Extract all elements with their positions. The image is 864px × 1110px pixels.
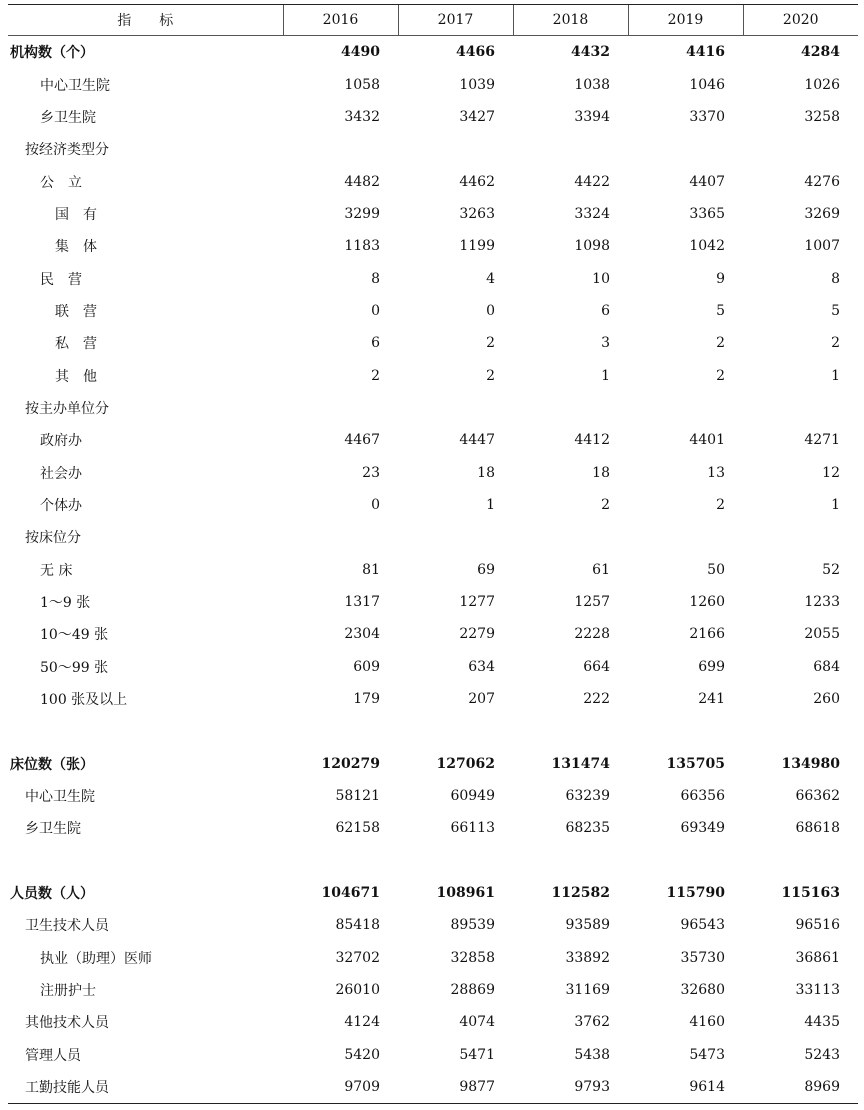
table-row — [8, 1006, 858, 1038]
table-cell: 5473 — [689, 1046, 725, 1063]
row-label: 公 立 — [40, 174, 82, 191]
table-cell: 62158 — [335, 820, 380, 837]
table-row — [8, 198, 858, 230]
table-cell: 115163 — [781, 885, 840, 902]
table-cell: 127062 — [436, 755, 495, 772]
table-cell: 33113 — [795, 982, 840, 999]
row-label: 社会办 — [40, 465, 82, 482]
table-cell: 112582 — [551, 885, 610, 902]
table-cell: 12 — [822, 464, 840, 481]
table-cell: 222 — [583, 691, 610, 708]
table-cell: 9793 — [513, 1071, 628, 1104]
header-year: 2019 — [628, 5, 743, 36]
table-cell: 32858 — [450, 949, 495, 966]
table-cell — [628, 521, 743, 553]
table-cell: 1260 — [689, 594, 725, 611]
table-cell: 6 — [371, 335, 380, 352]
row-label: 100 张及以上 — [40, 692, 128, 709]
table-cell: 96516 — [795, 917, 840, 934]
table-cell: 3269 — [804, 205, 840, 222]
table-cell: 2166 — [689, 626, 725, 643]
table-cell: 1039 — [459, 76, 495, 93]
row-label: 1～9 张 — [40, 595, 91, 612]
table-cell: 4276 — [804, 173, 840, 190]
table-cell: 135705 — [666, 755, 725, 772]
table-row — [8, 683, 858, 715]
row-label: 个体办 — [40, 497, 82, 514]
table-cell: 1046 — [689, 76, 725, 93]
table-cell: 26010 — [335, 982, 380, 999]
table-cell: 1 — [486, 496, 495, 513]
table-cell: 69349 — [680, 820, 725, 837]
table-row — [8, 877, 858, 909]
table-cell: 69 — [477, 561, 495, 578]
table-cell — [743, 521, 858, 553]
table-cell: 3365 — [689, 205, 725, 222]
table-row — [8, 262, 858, 294]
table-cell: 2228 — [574, 626, 610, 643]
table-cell: 89539 — [450, 917, 495, 934]
table-cell: 108961 — [436, 885, 495, 902]
row-label: 联 营 — [55, 303, 97, 320]
table-row — [8, 489, 858, 521]
table-cell: 1 — [831, 496, 840, 513]
table-row — [8, 521, 858, 553]
table-cell: 4466 — [456, 44, 495, 61]
table-row — [8, 230, 858, 262]
table-cell — [283, 133, 398, 165]
table-cell: 4447 — [459, 432, 495, 449]
table-cell: 3427 — [459, 108, 495, 125]
table-cell: 66113 — [450, 820, 495, 837]
table-row — [8, 68, 858, 100]
table-row — [8, 780, 858, 812]
row-label: 人员数（人） — [10, 886, 94, 903]
table-cell — [283, 392, 398, 424]
table-cell: 50 — [707, 561, 725, 578]
table-cell: 131474 — [551, 755, 610, 772]
row-label: 乡卫生院 — [25, 821, 81, 838]
table-cell: 120279 — [321, 755, 380, 772]
table-cell: 8 — [371, 270, 380, 287]
table-cell: 66362 — [795, 788, 840, 805]
table-cell: 2304 — [344, 626, 380, 643]
table-cell: 0 — [371, 496, 380, 513]
table-row — [8, 101, 858, 133]
table-cell: 35730 — [680, 949, 725, 966]
table-cell: 1 — [601, 367, 610, 384]
table-cell: 60949 — [450, 788, 495, 805]
table-row — [8, 748, 858, 780]
table-cell — [283, 521, 398, 553]
table-cell: 61 — [592, 561, 610, 578]
table-cell: 3324 — [574, 205, 610, 222]
table-cell: 8969 — [743, 1071, 858, 1104]
spacer-row — [8, 715, 858, 747]
table-cell: 664 — [583, 658, 610, 675]
table-row — [8, 359, 858, 391]
table-cell: 5 — [831, 302, 840, 319]
table-cell — [398, 133, 513, 165]
row-label: 工勤技能人员 — [8, 1071, 283, 1104]
table-cell: 18 — [477, 464, 495, 481]
table-cell: 3370 — [689, 108, 725, 125]
table-cell: 33892 — [565, 949, 610, 966]
table-cell: 93589 — [565, 917, 610, 934]
table-cell: 134980 — [781, 755, 840, 772]
table-cell: 58121 — [335, 788, 380, 805]
row-label: 国 有 — [55, 206, 97, 223]
table-cell: 32680 — [680, 982, 725, 999]
table-cell: 36861 — [795, 949, 840, 966]
table-cell: 104671 — [321, 885, 380, 902]
row-label: 私 营 — [55, 336, 97, 353]
table-cell: 4422 — [574, 173, 610, 190]
header-year: 2016 — [283, 5, 398, 36]
table-cell: 1317 — [344, 594, 380, 611]
table-row — [8, 909, 858, 941]
table-row — [8, 295, 858, 327]
table-cell: 5471 — [459, 1046, 495, 1063]
table-cell — [628, 133, 743, 165]
table-cell: 5438 — [574, 1046, 610, 1063]
table-cell: 2 — [716, 367, 725, 384]
table-cell: 179 — [353, 691, 380, 708]
table-cell: 0 — [486, 302, 495, 319]
table-cell: 3432 — [344, 108, 380, 125]
table-cell: 32702 — [335, 949, 380, 966]
table-cell: 10 — [592, 270, 610, 287]
table-row — [8, 36, 858, 69]
table-cell: 18 — [592, 464, 610, 481]
table-cell: 2 — [601, 496, 610, 513]
table-cell — [628, 392, 743, 424]
header-year: 2020 — [743, 5, 858, 36]
table-cell: 1042 — [689, 238, 725, 255]
row-label: 集 体 — [55, 239, 97, 256]
row-label: 执业（助理）医师 — [40, 950, 152, 967]
table-cell: 63239 — [565, 788, 610, 805]
table-cell: 1098 — [574, 238, 610, 255]
row-label: 无 床 — [40, 562, 73, 579]
statistics-table — [8, 4, 858, 1104]
table-row — [8, 974, 858, 1006]
header-year: 2018 — [513, 5, 628, 36]
table-row — [8, 133, 858, 165]
table-cell — [513, 133, 628, 165]
table-cell: 68618 — [795, 820, 840, 837]
table-cell: 4432 — [571, 44, 610, 61]
table-cell: 1038 — [574, 76, 610, 93]
table-row — [8, 327, 858, 359]
row-label: 按床位分 — [25, 530, 81, 547]
table-cell: 5 — [716, 302, 725, 319]
table-cell: 28869 — [450, 982, 495, 999]
table-cell: 207 — [468, 691, 495, 708]
table-cell: 1277 — [459, 594, 495, 611]
table-cell: 13 — [707, 464, 725, 481]
table-cell: 85418 — [335, 917, 380, 934]
table-cell: 0 — [371, 302, 380, 319]
table-row — [8, 1071, 858, 1104]
row-label: 床位数（张） — [10, 756, 94, 773]
table-cell: 4482 — [344, 173, 380, 190]
row-label: 乡卫生院 — [40, 109, 96, 126]
table-cell — [513, 521, 628, 553]
table-cell: 23 — [362, 464, 380, 481]
table-cell: 9 — [716, 270, 725, 287]
table-cell: 52 — [822, 561, 840, 578]
table-cell: 2 — [716, 496, 725, 513]
table-cell: 9614 — [628, 1071, 743, 1104]
table-row — [8, 618, 858, 650]
spacer-row — [8, 845, 858, 877]
table-cell: 260 — [813, 691, 840, 708]
table-cell: 634 — [468, 658, 495, 675]
table-cell — [743, 133, 858, 165]
table-cell: 3263 — [459, 205, 495, 222]
row-label: 机构数（个） — [10, 45, 94, 62]
table-row — [8, 424, 858, 456]
table-cell: 3299 — [344, 205, 380, 222]
table-row — [8, 942, 858, 974]
table-cell: 1257 — [574, 594, 610, 611]
row-label: 其他技术人员 — [25, 1015, 109, 1032]
row-label: 管理人员 — [25, 1047, 81, 1064]
table-cell: 4412 — [574, 432, 610, 449]
table-cell: 115790 — [666, 885, 725, 902]
table-cell: 4284 — [801, 44, 840, 61]
table-row — [8, 812, 858, 844]
table-cell: 1007 — [804, 238, 840, 255]
row-label: 民 营 — [40, 271, 82, 288]
table-cell: 9709 — [283, 1071, 398, 1104]
table-cell: 1058 — [344, 76, 380, 93]
table-row — [8, 1039, 858, 1071]
header-indicator: 指 标 — [8, 5, 283, 36]
table-row — [8, 165, 858, 197]
row-label: 中心卫生院 — [25, 789, 95, 806]
table-row — [8, 456, 858, 488]
table-cell: 3 — [601, 335, 610, 352]
row-label: 按经济类型分 — [25, 142, 109, 159]
table-cell: 4160 — [689, 1014, 725, 1031]
table-cell: 4271 — [804, 432, 840, 449]
row-label: 按主办单位分 — [25, 400, 109, 417]
table-cell: 2 — [486, 335, 495, 352]
table-cell: 1183 — [344, 238, 380, 255]
table-cell: 68235 — [565, 820, 610, 837]
table-header-row — [8, 5, 858, 36]
row-label: 注册护士 — [40, 983, 96, 1000]
row-label: 政府办 — [40, 433, 82, 450]
table-cell: 4416 — [686, 44, 725, 61]
table-cell: 5243 — [804, 1046, 840, 1063]
table-cell: 3394 — [574, 108, 610, 125]
row-label: 10～49 张 — [40, 627, 109, 644]
table-cell: 4074 — [459, 1014, 495, 1031]
table-cell — [513, 392, 628, 424]
table-cell: 4401 — [689, 432, 725, 449]
table-cell: 2 — [716, 335, 725, 352]
table-cell: 1026 — [804, 76, 840, 93]
row-label: 其 他 — [55, 368, 97, 385]
table-cell: 4490 — [341, 44, 380, 61]
table-cell: 2 — [486, 367, 495, 384]
table-cell: 3258 — [804, 108, 840, 125]
table-cell: 8 — [831, 270, 840, 287]
table-cell: 9877 — [398, 1071, 513, 1104]
table-cell: 241 — [698, 691, 725, 708]
table-cell: 1233 — [804, 594, 840, 611]
table-cell: 81 — [362, 561, 380, 578]
table-cell: 5420 — [344, 1046, 380, 1063]
row-label: 卫生技术人员 — [25, 918, 109, 935]
table-cell: 4462 — [459, 173, 495, 190]
table-row — [8, 554, 858, 586]
table-cell: 684 — [813, 658, 840, 675]
table-cell — [398, 392, 513, 424]
table-row — [8, 651, 858, 683]
row-label: 50～99 张 — [40, 659, 109, 676]
table-cell: 4 — [486, 270, 495, 287]
table-cell: 1 — [831, 367, 840, 384]
table-cell: 4124 — [344, 1014, 380, 1031]
table-cell: 4467 — [344, 432, 380, 449]
table-cell: 4435 — [804, 1014, 840, 1031]
table-cell: 2 — [371, 367, 380, 384]
table-cell — [398, 521, 513, 553]
row-label: 中心卫生院 — [40, 77, 110, 94]
table-cell: 2055 — [804, 626, 840, 643]
header-year: 2017 — [398, 5, 513, 36]
table-cell: 699 — [698, 658, 725, 675]
table-cell: 4407 — [689, 173, 725, 190]
table-cell: 6 — [601, 302, 610, 319]
table-cell: 2279 — [459, 626, 495, 643]
table-cell: 66356 — [680, 788, 725, 805]
table-cell: 609 — [353, 658, 380, 675]
table-cell: 1199 — [459, 238, 495, 255]
table-cell: 96543 — [680, 917, 725, 934]
table-cell: 31169 — [565, 982, 610, 999]
table-row — [8, 392, 858, 424]
table-cell — [743, 392, 858, 424]
table-cell: 2 — [831, 335, 840, 352]
table-cell: 3762 — [574, 1014, 610, 1031]
table-row — [8, 586, 858, 618]
